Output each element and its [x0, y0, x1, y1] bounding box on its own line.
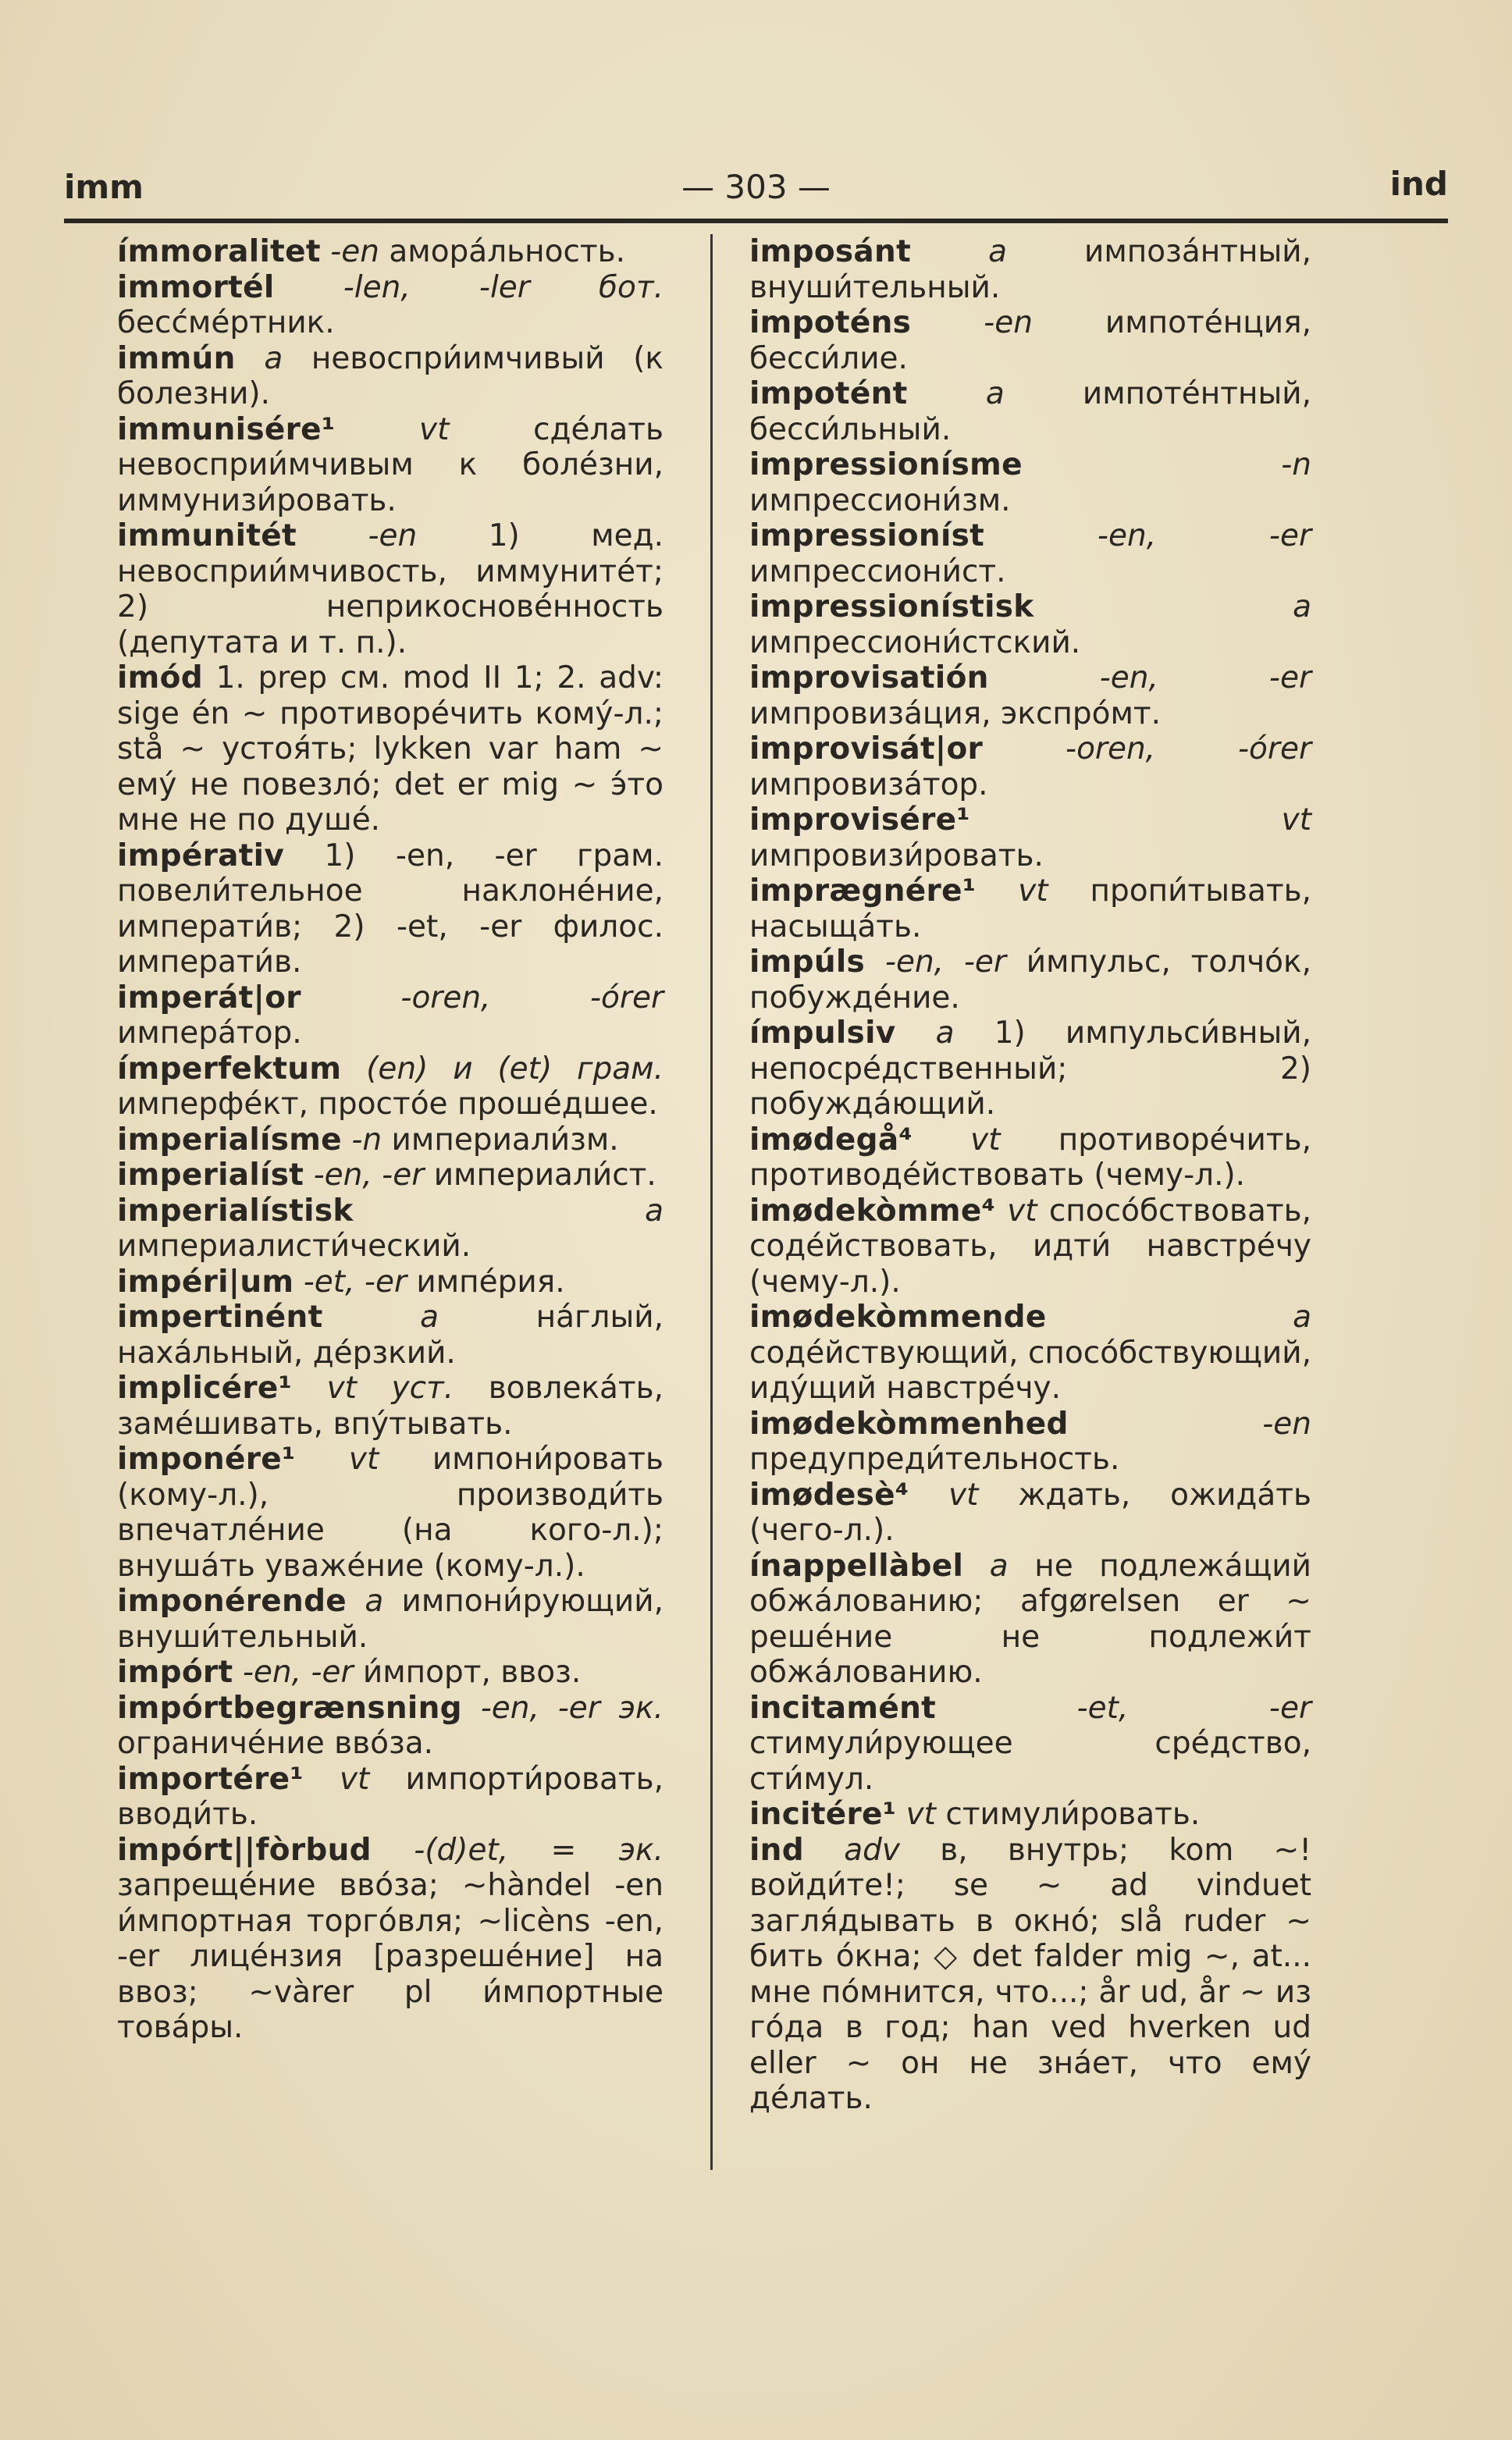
- entry-definition: импоте́нция, бесси́лие.: [749, 305, 1311, 376]
- entry-grammar: vt: [1018, 873, 1048, 909]
- entry-headword: imperialísme: [117, 1122, 342, 1158]
- entry-definition: на́глый, наха́льный, де́рзкий.: [117, 1300, 664, 1371]
- dictionary-entry: [117, 1762, 664, 1833]
- dictionary-entry: [117, 1193, 664, 1264]
- entry-headword: impotént: [749, 376, 908, 411]
- entry-grammar: a: [264, 340, 283, 376]
- dictionary-entry: [117, 270, 664, 341]
- dictionary-entry: [749, 660, 1311, 731]
- entry-definition: импровиза́ция, экспро́мт.: [749, 695, 1162, 731]
- entry-headword: impressionísme: [749, 447, 1023, 482]
- dictionary-entry: [117, 1051, 664, 1122]
- entry-definition: импровиза́тор.: [749, 767, 988, 802]
- entry-definition: 1) импульси́вный, непосре́дственный; 2) побужда́ющий.: [749, 1015, 1311, 1122]
- entry-definition: импони́рующий, внуши́тельный.: [117, 1584, 664, 1655]
- entry-definition: импрессиони́зм.: [749, 482, 1011, 518]
- entry-headword: impoténs: [749, 305, 912, 340]
- entry-definition: предупреди́тельность.: [749, 1442, 1120, 1477]
- dictionary-entry: [117, 1584, 664, 1655]
- page-number: — 303 —: [681, 168, 831, 206]
- entry-grammar: vt: [339, 1761, 370, 1797]
- entry-headword: impúls: [749, 944, 866, 980]
- entry-grammar: vt: [970, 1122, 1001, 1158]
- dictionary-entry: [749, 376, 1311, 447]
- entry-headword: improvisatión: [749, 660, 989, 695]
- entry-headword: improvisát|or: [749, 731, 984, 767]
- entry-grammar: -en: [984, 305, 1033, 340]
- entry-grammar: vt уст.: [326, 1371, 454, 1406]
- dictionary-entry: [117, 1371, 664, 1442]
- entry-headword: impéri|um: [117, 1264, 294, 1300]
- dictionary-entry: [117, 660, 664, 838]
- entry-grammar: vt: [905, 1797, 936, 1832]
- entry-definition: вовлека́ть, заме́шивать, впу́тывать.: [117, 1371, 664, 1442]
- entry-headword: ind: [749, 1832, 804, 1868]
- dictionary-entry: [749, 1407, 1311, 1478]
- entry-headword: ímmoralitet: [117, 234, 321, 269]
- entry-grammar: -en, -er: [313, 1158, 425, 1193]
- dictionary-entry: [749, 731, 1311, 802]
- entry-definition: спосо́бствовать, соде́йствовать, идти́ навстре́чу (чему-л.).: [749, 1193, 1311, 1300]
- entry-headword: imødesè⁴: [749, 1477, 909, 1513]
- dictionary-entry: [117, 412, 664, 519]
- entry-definition: стимули́рующее сре́дство, сти́мул.: [749, 1726, 1311, 1797]
- dictionary-entry: [749, 1691, 1311, 1798]
- entry-grammar: adv: [844, 1832, 900, 1868]
- entry-grammar: vt: [1007, 1193, 1037, 1229]
- entry-headword: impressioníst: [749, 518, 985, 553]
- dictionary-entry: [749, 944, 1311, 1015]
- page-header: [64, 156, 1448, 211]
- entry-headword: impertinént: [117, 1300, 323, 1335]
- entry-definition: сде́лать невосприи́мчивым к боле́зни, иммунизи́ровать.: [117, 411, 664, 518]
- entry-headword: imperát|or: [117, 980, 301, 1015]
- dictionary-entry: [117, 234, 664, 270]
- entry-definition: ждать, ожида́ть (чего-л.).: [749, 1477, 1311, 1548]
- entry-definition: 1. prep см. mod II 1; 2. adv: sige én ~ противоре́чить кому́-л.; stå ~ устоя́ть; lykken var ham ~ ему́ не повезло́; det er mig ~ э́то мне не по душе́.: [117, 660, 664, 838]
- header-right-guide-word: ind: [1389, 165, 1448, 203]
- entry-headword: improvisére¹: [749, 802, 970, 838]
- entry-definition: имперфе́кт, просто́е проше́дшее.: [117, 1087, 658, 1122]
- entry-definition: противоре́чить, противоде́йствовать (чему-л.).: [749, 1122, 1311, 1193]
- dictionary-entry: [117, 1442, 664, 1584]
- entry-headword: imód: [117, 660, 203, 695]
- entry-grammar: vt: [348, 1442, 379, 1477]
- entry-headword: importére¹: [117, 1761, 304, 1797]
- entry-definition: стимули́ровать.: [945, 1797, 1201, 1832]
- entry-headword: impórt||fòrbud: [117, 1832, 372, 1868]
- entry-definition: импера́тор.: [117, 1015, 302, 1051]
- entry-definition: пропи́тывать, насыща́ть.: [749, 873, 1311, 944]
- entry-grammar: -en, -er эк.: [480, 1690, 664, 1726]
- entry-grammar: -en: [368, 518, 418, 553]
- dictionary-entry: [117, 341, 664, 412]
- dictionary-entry: [749, 1797, 1311, 1833]
- entry-definition: импоте́нтный, бесси́льный.: [749, 376, 1311, 447]
- entry-grammar: -oren, -órer: [400, 980, 664, 1015]
- entry-definition: импоза́нтный, внуши́тельный.: [749, 234, 1311, 305]
- entry-grammar: -et, -er: [303, 1264, 407, 1300]
- right-column: [749, 234, 1311, 2117]
- entry-grammar: a: [989, 1548, 1009, 1584]
- entry-definition: импорти́ровать, вводи́ть.: [117, 1761, 664, 1832]
- entry-grammar: -en, -er: [242, 1655, 354, 1690]
- header-rule: [64, 219, 1448, 223]
- dictionary-entry: [749, 589, 1311, 660]
- entry-definition: 1) -en, -er грам. повели́тельное наклоне́ние, императи́в; 2) -et, -er филос. императи́в.: [117, 838, 664, 980]
- left-column: [117, 234, 664, 2046]
- dictionary-entry: [749, 1193, 1311, 1300]
- entry-headword: imødegå⁴: [749, 1122, 913, 1158]
- entry-grammar: -n: [351, 1122, 382, 1158]
- entry-definition: импрессиони́стский.: [749, 624, 1081, 660]
- entry-grammar: a: [365, 1584, 384, 1619]
- entry-definition: невоспри́имчивый (к болезни).: [117, 340, 664, 411]
- dictionary-entry: [749, 1015, 1311, 1122]
- entry-headword: impórt: [117, 1655, 233, 1690]
- entry-grammar: vt: [948, 1477, 979, 1513]
- dictionary-entry: [117, 1691, 664, 1762]
- dictionary-entry: [117, 1158, 664, 1193]
- entry-headword: imponérende: [117, 1584, 347, 1619]
- column-divider: [710, 234, 713, 2170]
- entry-grammar: a: [935, 1015, 955, 1051]
- entry-headword: imponére¹: [117, 1442, 296, 1477]
- entry-definition: запреще́ние вво́за; ~hàndel -en и́мпортная торго́вля; ~licèns -en, -er лице́нзия [разреше́ние] на ввоз; ~vàrer pl и́мпортные това́ры.: [117, 1868, 664, 2045]
- entry-headword: ímperfektum: [117, 1051, 342, 1087]
- entry-headword: immunitét: [117, 518, 297, 553]
- dictionary-entry: [749, 1478, 1311, 1549]
- entry-grammar: -len, -ler бот.: [343, 269, 664, 305]
- dictionary-entry: [117, 1122, 664, 1158]
- entry-grammar: a: [420, 1300, 439, 1335]
- dictionary-entry: [117, 1833, 664, 2046]
- entry-headword: impressionístisk: [749, 589, 1034, 624]
- entry-grammar: -en: [1262, 1406, 1311, 1442]
- dictionary-entry: [749, 873, 1311, 944]
- entry-grammar: a: [645, 1193, 664, 1229]
- entry-grammar: a: [1293, 589, 1311, 624]
- entry-definition: империали́зм.: [391, 1122, 619, 1158]
- entry-headword: imødekòmme⁴: [749, 1193, 995, 1229]
- entry-headword: immún: [117, 340, 236, 376]
- entry-grammar: a: [988, 234, 1007, 269]
- entry-grammar: a: [1293, 1300, 1311, 1335]
- dictionary-entry: [749, 447, 1311, 518]
- dictionary-entry: [749, 234, 1311, 305]
- entry-definition: 1) мед. невосприи́мчивость, иммуните́т; 2) неприкоснове́нность (депутата и т. п.).: [117, 518, 664, 660]
- entry-grammar: -en, -er: [1099, 660, 1311, 695]
- entry-headword: incitére¹: [749, 1797, 897, 1832]
- entry-definition: ограниче́ние вво́за.: [117, 1726, 433, 1761]
- dictionary-entry: [117, 1264, 664, 1300]
- dictionary-entry: [749, 1122, 1311, 1193]
- entry-headword: imødekòmmende: [749, 1300, 1047, 1335]
- entry-definition: импрессиони́ст.: [749, 553, 1006, 589]
- dictionary-entry: [749, 1833, 1311, 2117]
- entry-grammar: vt: [1281, 802, 1311, 838]
- entry-headword: imposánt: [749, 234, 912, 269]
- entry-grammar: -n: [1281, 447, 1311, 482]
- entry-definition: импони́ровать (кому-л.), производи́ть впечатле́ние (на кого-л.); внуша́ть уваже́ние (кому-л.).: [117, 1442, 664, 1584]
- entry-headword: immunisére¹: [117, 411, 336, 447]
- entry-headword: impórtbegrænsning: [117, 1690, 462, 1726]
- header-left-guide-word: imm: [64, 168, 144, 206]
- entry-grammar: (en) и (et) грам.: [366, 1051, 664, 1087]
- entry-grammar: -oren, -órer: [1066, 731, 1311, 767]
- entry-headword: imperialíst: [117, 1158, 304, 1193]
- dictionary-entry: [749, 305, 1311, 376]
- entry-grammar: a: [985, 376, 1005, 411]
- entry-headword: imperialístisk: [117, 1193, 354, 1229]
- dictionary-entry: [749, 802, 1311, 873]
- entry-definition: импровизи́ровать.: [749, 838, 1044, 873]
- entry-grammar: -en, -er: [884, 944, 1006, 980]
- entry-headword: incitamént: [749, 1690, 937, 1726]
- entry-definition: и́мпульс, толчо́к, побужде́ние.: [749, 944, 1311, 1015]
- entry-definition: соде́йствующий, спосо́бствующий, иду́щий навстре́чу.: [749, 1335, 1311, 1406]
- entry-definition: и́мпорт, ввоз.: [362, 1655, 582, 1690]
- entry-headword: ínappellàbel: [749, 1548, 964, 1584]
- entry-headword: implicére¹: [117, 1371, 292, 1406]
- entry-definition: в, внутрь; kom ~! войди́те!; se ~ ad vinduet загля́дывать в окно́; slå ruder ~ бить о́кна; ◇ det falder mig ~, at... мне по́мнится, что...; år ud, år ~ из го́да в год; han ved hverken ud eller ~ он не зна́ет, что ему́ де́лать.: [749, 1832, 1311, 2116]
- dictionary-entry: [749, 1549, 1311, 1691]
- entry-grammar: -et, -er: [1076, 1690, 1311, 1726]
- entry-headword: ímpulsiv: [749, 1015, 896, 1051]
- entry-grammar: -en, -er: [1097, 518, 1311, 553]
- entry-headword: imødekòmmenhed: [749, 1406, 1069, 1442]
- dictionary-entry: [117, 838, 664, 980]
- entry-headword: immortél: [117, 269, 275, 305]
- entry-definition: амора́льность.: [389, 234, 626, 269]
- entry-grammar: -(d)et, = эк.: [414, 1832, 664, 1868]
- entry-definition: империали́ст.: [433, 1158, 656, 1193]
- entry-definition: бесс́ме́ртник.: [117, 305, 335, 340]
- dictionary-entry: [117, 1300, 664, 1371]
- dictionary-entry: [117, 518, 664, 660]
- dictionary-entry: [117, 1655, 664, 1691]
- dictionary-entry: [749, 518, 1311, 589]
- entry-grammar: -en: [330, 234, 379, 269]
- entry-grammar: vt: [418, 411, 450, 447]
- entry-definition: империалисти́ческий.: [117, 1229, 471, 1264]
- dictionary-entry: [749, 1300, 1311, 1407]
- entry-headword: impérativ: [117, 838, 285, 873]
- entry-definition: импе́рия.: [416, 1264, 565, 1300]
- dictionary-entry: [117, 980, 664, 1051]
- entry-definition: не подлежа́щий обжа́лованию; afgørelsen er ~ реше́ние не подлежи́т обжа́лованию.: [749, 1548, 1311, 1690]
- entry-headword: imprægnére¹: [749, 873, 977, 909]
